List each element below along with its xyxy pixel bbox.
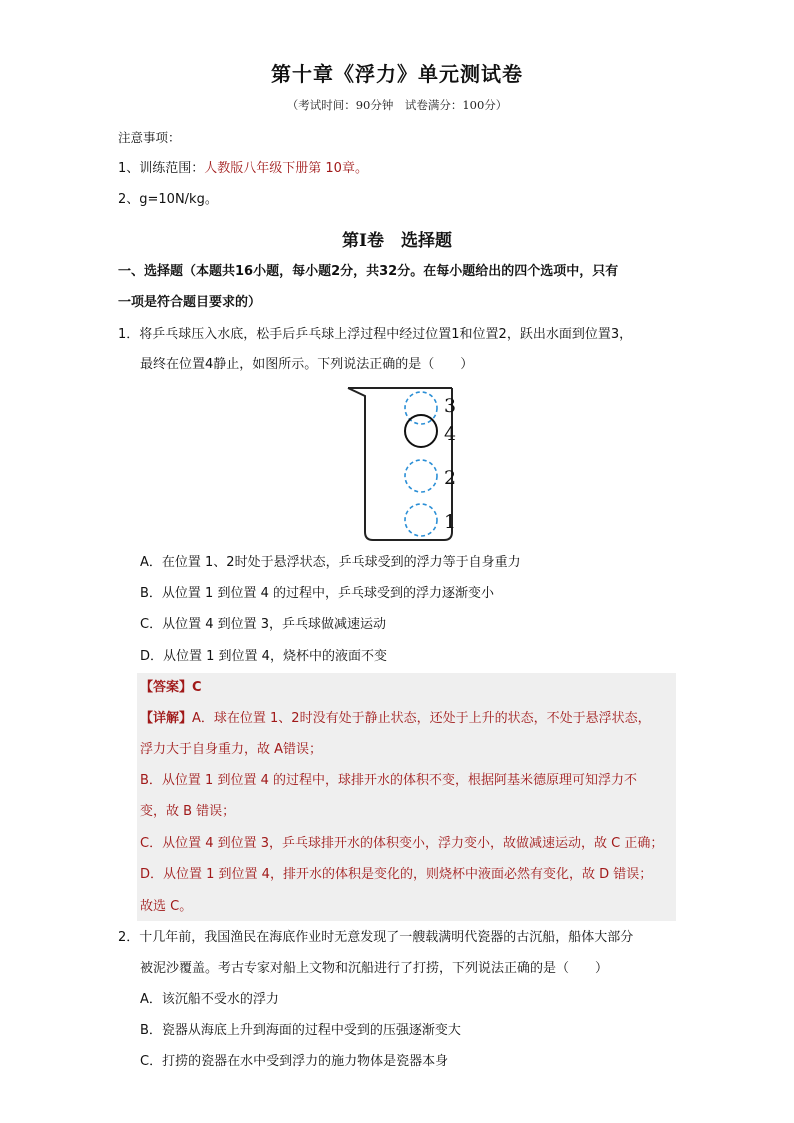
q1-option-c: C．从位置 4 到位置 3，乒乓球做减速运动 [140, 617, 387, 632]
answer-tag: 【答案】 [140, 680, 193, 695]
q1-detail-line-3: B．从位置 1 到位置 4 的过程中，球排开水的体积不变，根据阿基米德原理可知浮力不 [140, 773, 637, 788]
q1-detail-line-5: C．从位置 4 到位置 3，乒乓球排开水的体积变小，浮力变小，故做减速运动，故 C 正确； [140, 836, 664, 851]
notes-item-1 [118, 159, 368, 179]
q1-option-b: B．从位置 1 到位置 4 的过程中，乒乓球受到的浮力逐渐变小 [140, 586, 494, 601]
q2-option-b: B．瓷器从海底上升到海面的过程中受到的压强逐渐变大 [140, 1023, 461, 1038]
notes-item-1-value: 人教版八年级下册第 10章。 [204, 161, 368, 176]
q1-option-d: D．从位置 1 到位置 4，烧杯中的液面不变 [140, 649, 387, 664]
q2-option-a: A．该沉船不受水的浮力 [140, 992, 279, 1007]
q1-answer [140, 678, 202, 698]
q1-option-a: A．在位置 1、2时处于悬浮状态，乒乓球受到的浮力等于自身重力 [140, 555, 521, 570]
ball-position-4 [405, 415, 437, 447]
q1-detail-line-6: D．从位置 1 到位置 4，排开水的体积是变化的，则烧杯中液面必然有变化，故 D 错误； [140, 867, 653, 882]
detail-text-1: A．球在位置 1、2时没有处于静止状态，还处于上升的状态，不处于悬浮状态， [192, 711, 651, 726]
label-4: 4 [444, 423, 457, 445]
ball-position-2 [405, 460, 437, 492]
q1-detail-line-1 [140, 709, 651, 729]
q1-stem-line-1: 1．将乒乓球压入水底，松手后乒乓球上浮过程中经过位置1和位置2，跃出水面到位置3， [118, 327, 633, 342]
label-3: 3 [444, 395, 457, 417]
label-2: 2 [444, 467, 457, 489]
section-title: 第Ⅰ卷 选择题 [342, 231, 452, 251]
q2-option-c: C．打捞的瓷器在水中受到浮力的施力物体是瓷器本身 [140, 1054, 449, 1069]
notes-item-2: 2、g=10N/kg。 [118, 192, 218, 207]
section-instruction-2: 一项是符合题目要求的） [118, 295, 262, 310]
q1-beaker-figure [340, 382, 475, 544]
q1-detail-line-4: 变，故 B 错误； [140, 804, 236, 819]
notes-item-1-prefix: 1、训练范围： [118, 161, 205, 176]
label-1: 1 [444, 511, 457, 533]
q1-detail-line-2: 浮力大于自身重力，故 A错误； [140, 742, 323, 757]
q2-stem-line-1: 2．十几年前，我国渔民在海底作业时无意发现了一艘载满明代瓷器的古沉船，船体大部分 [118, 930, 634, 945]
ball-position-1 [405, 504, 437, 536]
section-instruction-1: 一、选择题（本题共16小题，每小题2分，共32分。在每小题给出的四个选项中，只有 [118, 264, 619, 279]
notes-heading: 注意事项： [118, 130, 181, 145]
q1-detail-line-7: 故选 C。 [140, 899, 193, 914]
exam-title: 第十章《浮力》单元测试卷 [271, 62, 523, 86]
q2-stem-line-2: 被泥沙覆盖。考古专家对船上文物和沉船进行了打捞，下列说法正确的是（ ） [140, 961, 609, 976]
detail-tag: 【详解】 [140, 711, 193, 726]
q1-stem-line-2: 最终在位置4静止，如图所示。下列说法正确的是（ ） [140, 357, 474, 372]
exam-subtitle: （考试时间：90分钟 试卷满分：100分） [286, 98, 508, 112]
answer-value: C [192, 680, 202, 695]
